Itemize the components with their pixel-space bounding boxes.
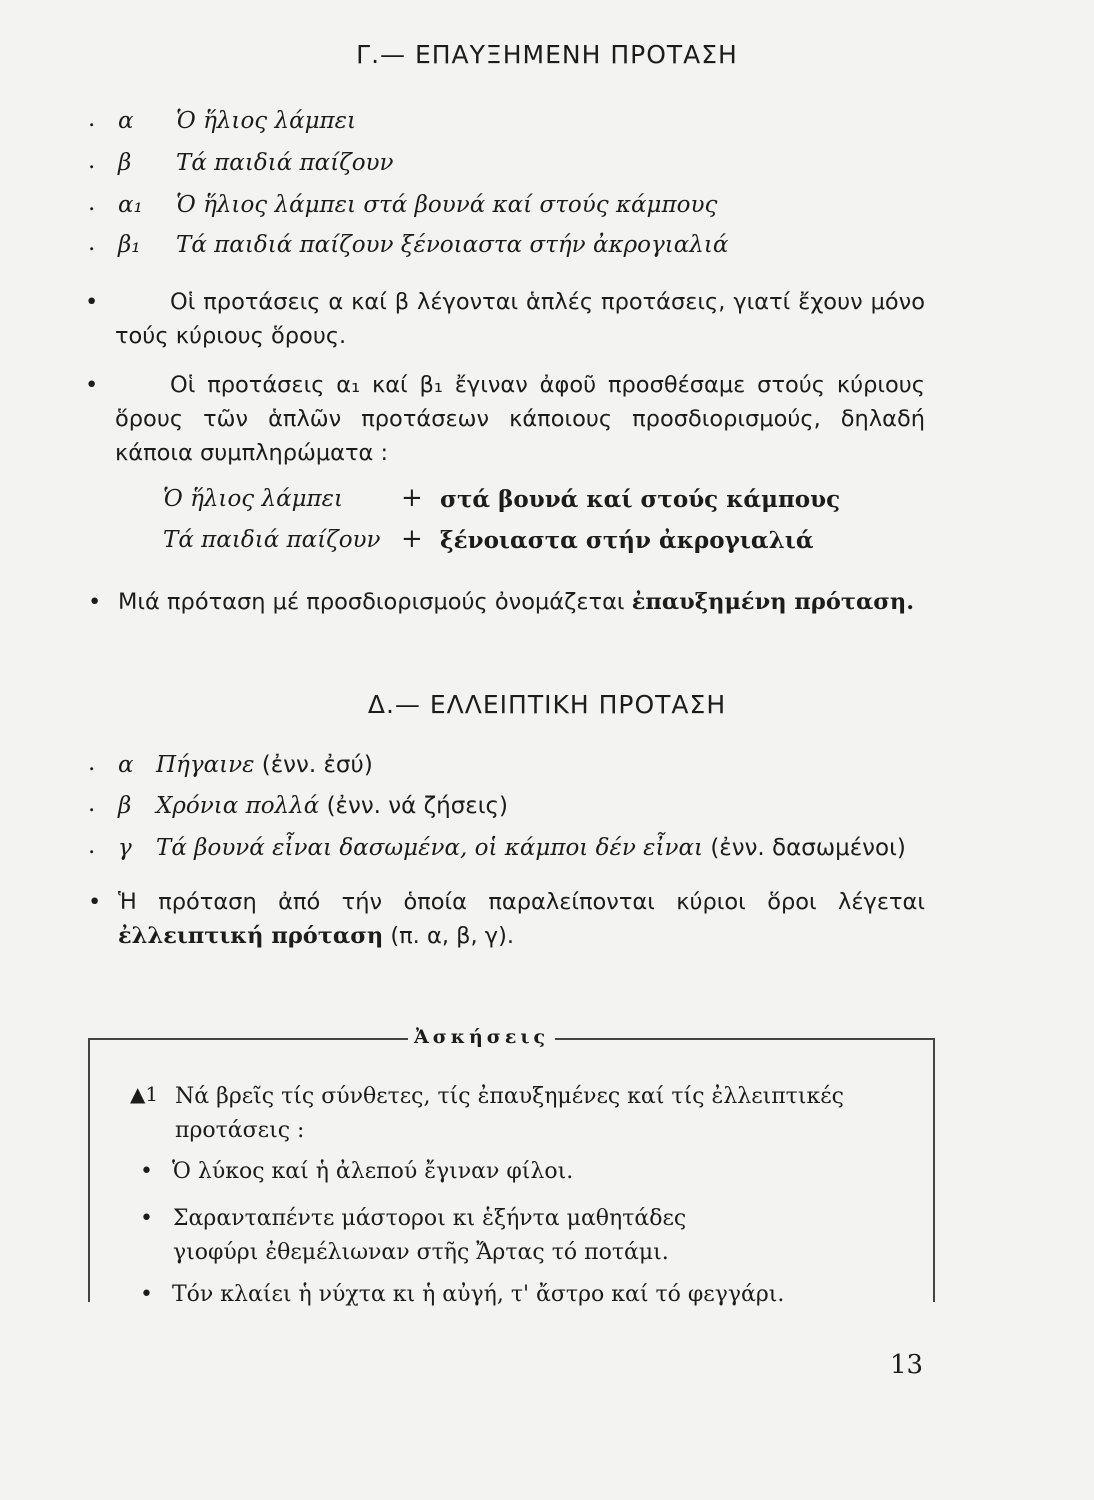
section-d-title: Δ.— ΕΛΛΕΙΠΤΙΚΗ ΠΡΟΤΑΣΗ (367, 690, 727, 719)
example-text: Χρόνια πολλά (156, 793, 320, 819)
example-label: α (118, 108, 134, 134)
plus-sign: + (401, 524, 423, 554)
exercise-item-text: Σαρανταπέντε μάστοροι κι ἑξήντα μαθητάδες γιοφύρι ἐθεμέλιωναν στῆς Ἄρτας τό ποτάμι. (173, 1206, 687, 1265)
example-note: (ἐνν. δασωμένοι) (710, 835, 906, 861)
para-text: προτάσεις α₁ καί β₁ ἔγιναν ἀφοῦ προσθέσαμε στούς κύριους ὅρους τῶν ἁπλῶν προτάσεων κάποιους προσδιορισμούς, δηλαδή κάποια συμπληρώματα : (115, 372, 925, 466)
example-text: Ὁ ἥλιος λάμπει στά βουνά καί στούς κάμπους (176, 192, 718, 218)
paragraph-simple: • Οἱ προτάσεις α καί β λέγονται ἁπλές προτάσεις, γιατί ἔχουν μόνο τούς κύριους ὅρους. (85, 289, 925, 349)
combo-added: στά βουνά καί στούς κάμπους (440, 486, 841, 513)
section-g-title: Γ.— ΕΠΑΥΞΗΜΕΝΗ ΠΡΟΤΑΣΗ (356, 40, 738, 69)
paragraph-definition: • Μιά πρόταση μέ προσδιορισμούς ὀνομάζεται ἐπαυξημένη πρόταση. (88, 589, 915, 615)
exercise-item-text: Ὁ λύκος καί ἡ ἀλεπού ἔγιναν φίλοι. (172, 1159, 574, 1184)
para-first-word: Οἱ (170, 372, 196, 398)
example-text: Πήγαινε (156, 752, 255, 778)
exercise-item: • Ὁ λύκος καί ἡ ἀλεπού ἔγιναν φίλοι. (140, 1159, 574, 1184)
example-text: Τά βουνά εἶναι δασωμένα, οἱ κάμποι δέν εἶναι (156, 835, 704, 861)
page-number: 13 (890, 1350, 924, 1380)
example-text: Τά παιδιά παίζουν (176, 150, 394, 176)
combo-base: Ὁ ἥλιος λάμπει (163, 486, 344, 512)
page: Γ.— ΕΠΑΥΞΗΜΕΝΗ ΠΡΟΤΑΣΗ . α Ὁ ἥλιος λάμπει . β Τά παιδιά παίζουν . α₁ Ὁ ἥλιος λάμπει στά βουνά καί στούς κάμπους . β₁ Τά παιδιά παίζουν ξένοιαστα στήν ἀκρογιαλιά • Οἱ προτάσεις α καί β λέγονται ἁπλές προτάσεις, γιατί ἔχουν μόνο τούς κύριους ὅρους. • Οἱ προτάσεις α₁ καί β₁ ἔγιναν ἀφοῦ προσθέσαμε στούς κύριους ὅρους τῶν ἁπλῶν προτάσεων κάποιους προσδιορισμούς, δηλαδή κάποια συμπληρώματα : Ὁ ἥλιος λάμπει + στά βουνά καί στούς κάμπους Τά παιδιά παίζουν + ξένοιαστα στήν ἀκρογιαλιά • Μιά πρόταση μέ προσδιορισμούς ὀνομάζεται ἐπαυξημένη πρόταση. Δ.— ΕΛΛΕΙΠΤΙΚΗ ΠΡΟΤΑΣΗ . α Πήγαινε (ἐνν. ἐσύ) . β Χρόνια πολλά (ἐνν. νά ζήσεις) . γ Τά βουνά εἶναι δασωμένα, οἱ κάμποι δέν εἶναι (ἐνν. δασωμένοι) • Ἡ πρόταση ἀπό τήν ὁποία παραλείπονται κύριοι ὅροι λέγεται ἐλλειπτική πρόταση (π. α, β, γ). Ἀσκήσεις ▲1 Νά βρεῖς τίς σύνθετες, τίς ἐπαυξημένες καί τίς ἐλλειπτικές προτάσεις : • Ὁ λύκος καί ἡ ἀλεπού ἔγιναν φίλοι. • Σαρανταπέντε μάστοροι κι ἑξήντα μαθητάδες γιοφύρι ἐθεμέλιωναν στῆς Ἄρτας τό ποτάμι. • Τόν κλαίει ἡ νύχτα κι ἡ αὐγή, τ' ἄστρο καί τό φεγγάρι. 13 (0, 0, 1094, 1500)
exercise-item: • Σαρανταπέντε μάστοροι κι ἑξήντα μαθητάδες γιοφύρι ἐθεμέλιωναν στῆς Ἄρτας τό ποτάμι. (140, 1202, 760, 1270)
exercise-item-text: Τόν κλαίει ἡ νύχτα κι ἡ αὐγή, τ' ἄστρο καί τό φεγγάρι. (172, 1282, 785, 1307)
exercise-number: 1 (145, 1082, 159, 1106)
example-label: α₁ (118, 192, 143, 218)
exercise-item: • Τόν κλαίει ἡ νύχτα κι ἡ αὐγή, τ' ἄστρο καί τό φεγγάρι. (140, 1282, 785, 1307)
para-text: Μιά πρόταση μέ προσδιορισμούς ὀνομάζεται (118, 589, 625, 615)
paragraph-elliptic: • Ἡ πρόταση ἀπό τήν ὁποία παραλείπονται κύριοι ὅροι λέγεται ἐλλειπτική πρόταση (π. α, β, γ). (88, 889, 925, 949)
term-bold: ἐλλειπτική πρόταση (118, 923, 384, 949)
example-label: α (118, 752, 134, 778)
example-note: (ἐνν. νά ζήσεις) (326, 793, 508, 819)
para-first-word: Οἱ (170, 289, 196, 315)
example-label: β (118, 793, 132, 819)
exercise-instruction: Νά βρεῖς τίς σύνθετες, τίς ἐπαυξημένες καί τίς ἐλλειπτικές προτάσεις : (175, 1084, 844, 1143)
exercises-title: Ἀσκήσεις (408, 1026, 555, 1048)
example-text: Ὁ ἥλιος λάμπει (176, 108, 357, 134)
para-text: Ἡ πρόταση ἀπό τήν ὁποία παραλείπονται κύριοι ὅροι λέγεται (118, 889, 925, 915)
example-label: γ (118, 835, 132, 861)
para-tail: (π. α, β, γ). (390, 923, 515, 949)
paragraph-extended: • Οἱ προτάσεις α₁ καί β₁ ἔγιναν ἀφοῦ προσθέσαμε στούς κύριους ὅρους τῶν ἁπλῶν προτάσεων κάποιους προσδιορισμούς, δηλαδή κάποια συμπληρώματα : (85, 372, 925, 466)
example-label: β (118, 150, 132, 176)
example-note: (ἐνν. ἐσύ) (261, 752, 373, 778)
combo-added: ξένοιαστα στήν ἀκρογιαλιά (440, 527, 814, 554)
triangle-icon: ▲1 (130, 1082, 159, 1106)
example-label: β₁ (118, 232, 141, 258)
combo-base: Τά παιδιά παίζουν (163, 527, 381, 553)
plus-sign: + (401, 483, 423, 513)
example-text: Τά παιδιά παίζουν ξένοιαστα στήν ἀκρογιαλιά (176, 232, 729, 258)
term-bold: ἐπαυξημένη πρόταση. (631, 589, 915, 615)
para-text: προτάσεις α καί β λέγονται ἁπλές προτάσεις, γιατί ἔχουν μόνο τούς κύριους ὅρους. (115, 289, 925, 349)
